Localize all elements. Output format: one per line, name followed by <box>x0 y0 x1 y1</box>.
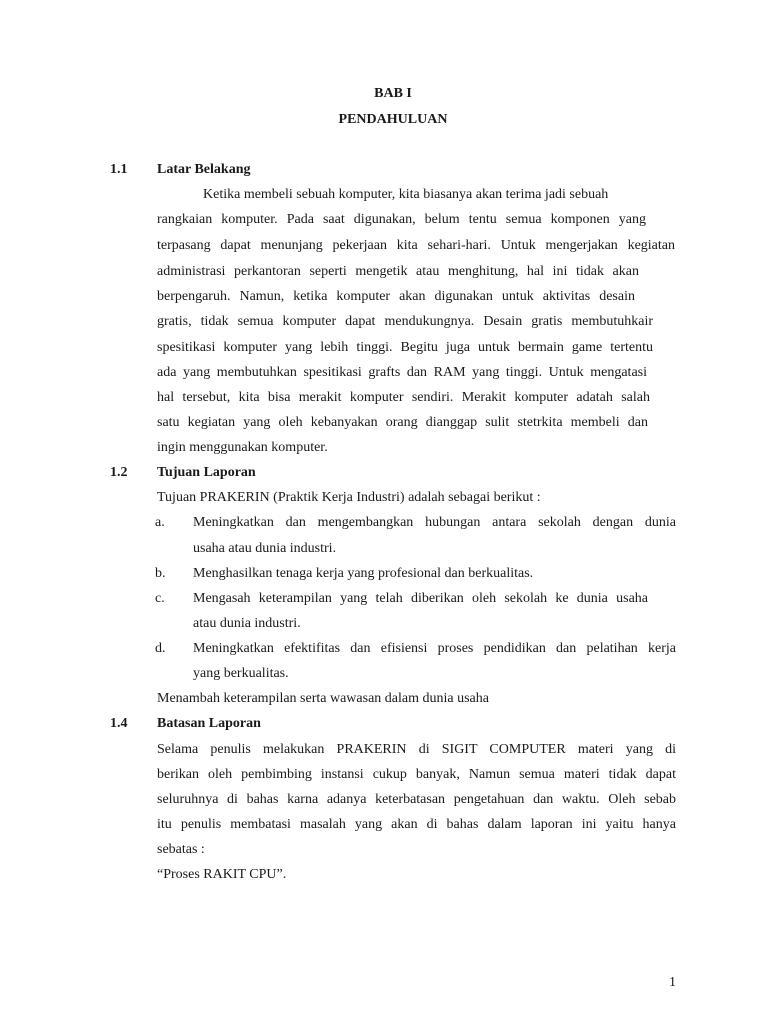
section-title: Latar Belakang <box>157 162 251 177</box>
paragraph-line: gratis, tidak semua komputer dapat mendukungnya. Desain gratis membutuhkair <box>157 314 653 329</box>
list-item-text: usaha atau dunia industri. <box>193 541 337 556</box>
paragraph-line: berikan oleh pembimbing instansi cukup banyak, Namun semua materi tidak dapat <box>157 767 676 782</box>
section-title: Tujuan Laporan <box>157 465 256 480</box>
paragraph-line: ada yang membutuhkan spesitikasi grafts dan RAM yang tinggi. Untuk mengatasi <box>157 365 647 380</box>
list-marker: c. <box>155 591 165 606</box>
paragraph-line: “Proses RAKIT CPU”. <box>157 867 287 882</box>
paragraph-line: hal tersebut, kita bisa merakit komputer sendiri. Merakit komputer adatah salah <box>157 390 650 405</box>
paragraph-line: ingin menggunakan komputer. <box>157 440 328 455</box>
chapter-label: BAB I <box>374 86 412 101</box>
paragraph-line: itu penulis membatasi masalah yang akan di bahas dalam laporan ini yaitu hanya <box>157 817 676 832</box>
paragraph-line: rangkaian komputer. Pada saat digunakan, belum tentu semua komponen yang <box>157 212 646 227</box>
list-item-text: Meningkatkan dan mengembangkan hubungan antara sekolah dengan dunia <box>193 515 676 530</box>
paragraph-line: berpengaruh. Namun, ketika komputer akan digunakan untuk aktivitas desain <box>157 289 635 304</box>
list-item-text: Meningkatkan efektifitas dan efisiensi proses pendidikan dan pelatihan kerja <box>193 641 676 656</box>
section-number: 1.1 <box>110 162 128 177</box>
paragraph-line: spesitikasi komputer yang lebih tinggi. Begitu juga untuk bermain game tertentu <box>157 340 653 355</box>
section-number: 1.2 <box>110 465 128 480</box>
paragraph-line: Ketika membeli sebuah komputer, kita biasanya akan terima jadi sebuah <box>203 187 609 202</box>
page-number: 1 <box>669 975 676 990</box>
paragraph-line: administrasi perkantoran seperti mengetik atau menghitung, hal ini tidak akan <box>157 264 639 279</box>
paragraph-line: seluruhnya di bahas karna adanya keterbatasan pengetahuan dan waktu. Oleh sebab <box>157 792 676 807</box>
list-marker: d. <box>155 641 166 656</box>
chapter-title: PENDAHULUAN <box>338 112 448 127</box>
paragraph-line: Tujuan PRAKERIN (Praktik Kerja Industri) adalah sebagai berikut : <box>157 490 541 505</box>
paragraph-line: terpasang dapat menunjang pekerjaan kita sehari-hari. Untuk mengerjakan kegiatan <box>157 238 675 253</box>
list-marker: b. <box>155 566 166 581</box>
section-number: 1.4 <box>110 716 128 731</box>
paragraph-line: Selama penulis melakukan PRAKERIN di SIGIT COMPUTER materi yang di <box>157 742 676 757</box>
list-item-text: Menghasilkan tenaga kerja yang profesional dan berkualitas. <box>193 566 534 581</box>
section-title: Batasan Laporan <box>157 716 261 731</box>
paragraph-line: satu kegiatan yang oleh kebanyakan orang dianggap sulit stetrkita membeli dan <box>157 415 648 430</box>
list-item-text: yang berkualitas. <box>193 666 289 681</box>
list-marker: a. <box>155 515 165 530</box>
paragraph-line: sebatas : <box>157 842 205 857</box>
list-item-text: atau dunia industri. <box>193 616 301 631</box>
paragraph-line: Menambah keterampilan serta wawasan dalam dunia usaha <box>157 691 489 706</box>
list-item-text: Mengasah keterampilan yang telah diberikan oleh sekolah ke dunia usaha <box>193 591 648 606</box>
